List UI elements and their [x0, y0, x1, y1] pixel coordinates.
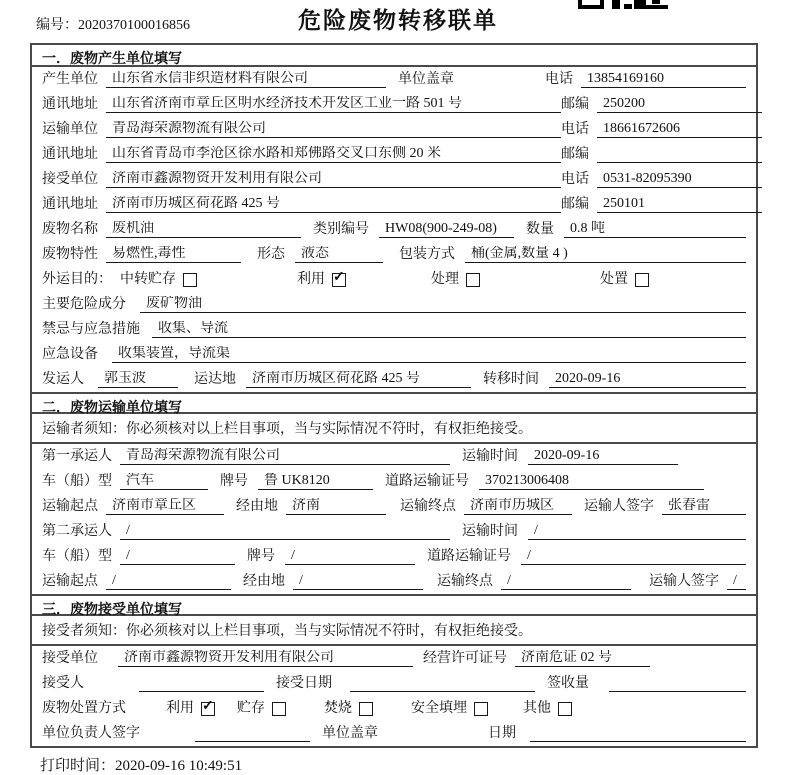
transporter-value: 青岛海荣源物流有限公司: [106, 121, 561, 138]
row-producer: [32, 67, 756, 92]
row-transfer-purpose: [32, 267, 756, 292]
accept-unit-label: 接受单位: [42, 651, 98, 666]
transporter-notice: 运输者须知：你必须核对以上栏目事项，当与实际情况不符时，有权拒绝接受。: [32, 414, 756, 444]
route2-via-value: /: [293, 573, 423, 590]
waste-category-value: HW08(900-249-08): [379, 221, 514, 238]
checkbox-icon: [635, 273, 649, 287]
accept-unit-value: 济南市鑫源物资开发利用有限公司: [118, 650, 413, 667]
disposal-option-storage: [237, 701, 286, 717]
disposal-option-incinerate: [324, 701, 373, 717]
waste-character-value: 易燃性,毒性: [106, 246, 241, 263]
receiver-phone-value: 0531-82095390: [597, 171, 762, 188]
disposal-option-label: 焚烧: [324, 701, 352, 716]
purpose-option-label: 处理: [431, 272, 459, 287]
disposal-option-label: 安全填埋: [411, 701, 467, 716]
acceptor-label: 接受人: [42, 676, 84, 691]
waste-form-label: 形态: [257, 247, 285, 262]
carrier2-time-label: 运输时间: [462, 524, 518, 539]
checkbox-icon: [466, 273, 480, 287]
receiver-zip-label: 邮编: [561, 197, 589, 212]
print-time-label: 打印时间：: [40, 758, 116, 774]
row-receiver-address: [32, 192, 756, 217]
serial-value: 2020370100016856: [78, 18, 190, 33]
taboo-measures-label: 禁忌与应急措施: [42, 322, 140, 337]
destination-label: 运达地: [194, 372, 236, 387]
checkbox-icon: [272, 702, 286, 716]
route1-sign-label: 运输人签字: [584, 499, 654, 514]
row-vehicle1: [32, 469, 756, 494]
carrier2-value: /: [120, 523, 450, 540]
carrier1-label: 第一承运人: [42, 449, 112, 464]
emergency-equipment-value: 收集装置，导流渠: [112, 346, 746, 363]
row-receiver: [32, 167, 756, 192]
producer-value: 山东省永信非织造材料有限公司: [106, 71, 386, 88]
transporter-phone-label: 电话: [561, 122, 589, 137]
hazard-component-label: 主要危险成分: [42, 297, 126, 312]
carrier1-time-label: 运输时间: [462, 449, 518, 464]
vehicle1-plate-value: 鲁 UK8120: [258, 473, 373, 490]
carrier1-value: 青岛海荣源物流有限公司: [120, 448, 450, 465]
route2-sign-value: /: [727, 573, 746, 590]
dispatcher-value: 郭玉波: [98, 371, 178, 388]
vehicle1-type-label: 车（船）型: [42, 474, 112, 489]
section3-header: 三．废物接受单位填写: [32, 594, 756, 616]
purpose-option-label: 利用: [297, 272, 325, 287]
checkbox-icon: [359, 702, 373, 716]
row-vehicle2: [32, 544, 756, 569]
document-header: [0, 0, 796, 43]
route2-end-value: /: [501, 573, 631, 590]
receiver-phone-label: 电话: [561, 172, 589, 187]
waste-name-value: 废机油: [106, 221, 301, 238]
vehicle2-type-value: /: [120, 548, 235, 565]
row-route1: [32, 494, 756, 519]
vehicle2-road-permit-label: 道路运输证号: [427, 549, 511, 564]
serial-label: 编号：: [36, 18, 78, 33]
receiver-label: 接受单位: [42, 172, 98, 187]
waste-qty-value: 0.8 吨: [564, 221, 746, 238]
route2-via-label: 经由地: [243, 574, 285, 589]
vehicle2-type-label: 车（船）型: [42, 549, 112, 564]
purpose-option-treat: [431, 272, 480, 288]
receiver-address-label: 通讯地址: [42, 197, 98, 212]
print-time: [40, 754, 796, 775]
waste-name-label: 废物名称: [42, 222, 98, 237]
producer-zip-label: 邮编: [561, 97, 589, 112]
disposal-option-label: 利用: [166, 701, 194, 716]
row-hazard-component: [32, 292, 756, 317]
transporter-zip-value: [597, 147, 762, 163]
checkbox-icon: [474, 702, 488, 716]
section2-header: 二．废物运输单位填写: [32, 392, 756, 414]
vehicle2-plate-label: 牌号: [247, 549, 275, 564]
carrier1-time-value: 2020-09-16: [528, 448, 678, 465]
signed-qty-label: 签收量: [547, 676, 589, 691]
producer-phone-value: 13854169160: [581, 71, 746, 88]
print-time-value: 2020-09-16 10:49:51: [115, 758, 243, 774]
disposal-option-label: 其他: [523, 701, 551, 716]
purpose-option-label: 处置: [600, 272, 628, 287]
carrier2-time-value: /: [528, 523, 746, 540]
receiver-value: 济南市鑫源物资开发利用有限公司: [106, 171, 561, 188]
disposal-method-label: 废物处置方式: [42, 701, 126, 716]
transfer-time-label: 转移时间: [483, 372, 539, 387]
purpose-option-label: 中转贮存: [120, 272, 176, 287]
disposal-option-landfill: [411, 701, 488, 717]
waste-qty-label: 数量: [526, 222, 554, 237]
row-emergency-equipment: [32, 342, 756, 367]
receiver-notice: 接受者须知：你必须核对以上栏目事项，当与实际情况不符时，有权拒绝接受。: [32, 616, 756, 646]
license-label: 经营许可证号: [423, 651, 507, 666]
producer-phone-label: 电话: [545, 72, 573, 87]
accept-date-label: 接受日期: [276, 676, 332, 691]
route1-end-label: 运输终点: [400, 499, 456, 514]
row-acceptor: [32, 671, 756, 696]
vehicle2-plate-value: /: [285, 548, 415, 565]
waste-form-value: 液态: [295, 246, 383, 263]
signed-qty-value: [609, 676, 746, 692]
row-waste-name: [32, 217, 756, 242]
section1-header: 一．废物产生单位填写: [32, 45, 756, 67]
qr-code-fragment-icon: [578, 0, 668, 9]
row-taboo-measures: [32, 317, 756, 342]
responsible-sign-value: [195, 726, 310, 742]
transporter-address-label: 通讯地址: [42, 147, 98, 162]
transporter-zip-label: 邮编: [561, 147, 589, 162]
unit-seal-label-bottom: 单位盖章: [322, 726, 378, 741]
producer-zip-value: 250200: [597, 96, 762, 113]
transporter-phone-value: 18661672606: [597, 121, 762, 138]
checkbox-icon: [183, 273, 197, 287]
purpose-option-transit-storage: [120, 272, 197, 288]
row-producer-address: [32, 92, 756, 117]
route1-via-label: 经由地: [236, 499, 278, 514]
route1-sign-value: 张春雷: [662, 498, 746, 515]
producer-label: 产生单位: [42, 72, 98, 87]
receiver-address-value: 济南市历城区荷花路 425 号: [106, 196, 561, 213]
date-label: 日期: [488, 726, 516, 741]
transfer-time-value: 2020-09-16: [549, 371, 746, 388]
row-responsible-sign: [32, 721, 756, 746]
disposal-option-label: 贮存: [237, 701, 265, 716]
page-title: 危险废物转移联单: [298, 7, 498, 33]
purpose-option-utilize: [297, 272, 346, 288]
row-transporter-address: [32, 142, 756, 167]
row-dispatch: [32, 367, 756, 392]
row-waste-character: [32, 242, 756, 267]
row-carrier1: [32, 444, 756, 469]
destination-value: 济南市历城区荷花路 425 号: [246, 371, 471, 388]
row-carrier2: [32, 519, 756, 544]
emergency-equipment-label: 应急设备: [42, 347, 98, 362]
row-transporter: [32, 117, 756, 142]
purpose-option-dispose: [600, 272, 649, 288]
pack-method-value: 桶(金属,数量 4 ): [465, 246, 746, 263]
accept-date-value: [350, 676, 535, 692]
taboo-measures-value: 收集、导流: [152, 321, 746, 338]
responsible-sign-label: 单位负责人签字: [42, 726, 140, 741]
vehicle1-road-permit-value: 370213006408: [479, 473, 704, 490]
date-value: [530, 726, 746, 742]
row-accept-unit: [32, 646, 756, 671]
unit-seal-label: 单位盖章: [398, 72, 454, 87]
route1-end-value: 济南市历城区: [464, 498, 572, 515]
route1-start-value: 济南市章丘区: [106, 498, 224, 515]
vehicle2-road-permit-value: /: [521, 548, 746, 565]
route2-start-label: 运输起点: [42, 574, 98, 589]
vehicle1-plate-label: 牌号: [220, 474, 248, 489]
vehicle1-type-value: 汽车: [120, 473, 208, 490]
producer-address-value: 山东省济南市章丘区明水经济技术开发区工业一路 501 号: [106, 96, 561, 113]
license-value: 济南危证 02 号: [515, 650, 650, 667]
vehicle1-road-permit-label: 道路运输证号: [385, 474, 469, 489]
route2-sign-label: 运输人签字: [649, 574, 719, 589]
pack-method-label: 包装方式: [399, 247, 455, 262]
route2-start-value: /: [106, 573, 231, 590]
route1-via-value: 济南: [286, 498, 386, 515]
acceptor-value: [139, 676, 264, 692]
producer-address-label: 通讯地址: [42, 97, 98, 112]
waste-category-label: 类别编号: [313, 222, 369, 237]
waste-character-label: 废物特性: [42, 247, 98, 262]
transporter-label: 运输单位: [42, 122, 98, 137]
transfer-purpose-label: 外运目的：: [42, 272, 112, 287]
disposal-option-other: [523, 701, 572, 717]
dispatcher-label: 发运人: [42, 372, 84, 387]
checkbox-icon: [332, 273, 346, 287]
manifest-form: [30, 43, 758, 748]
checkbox-icon: [558, 702, 572, 716]
row-disposal-method: [32, 696, 756, 721]
hazard-component-value: 废矿物油: [140, 296, 746, 313]
transporter-address-value: 山东省青岛市李沧区徐水路和郑佛路交叉口东侧 20 米: [106, 146, 561, 163]
receiver-zip-value: 250101: [597, 196, 762, 213]
route1-start-label: 运输起点: [42, 499, 98, 514]
checkbox-icon: [201, 702, 215, 716]
disposal-option-utilize: [166, 701, 215, 717]
row-route2: [32, 569, 756, 594]
route2-end-label: 运输终点: [437, 574, 493, 589]
carrier2-label: 第二承运人: [42, 524, 112, 539]
